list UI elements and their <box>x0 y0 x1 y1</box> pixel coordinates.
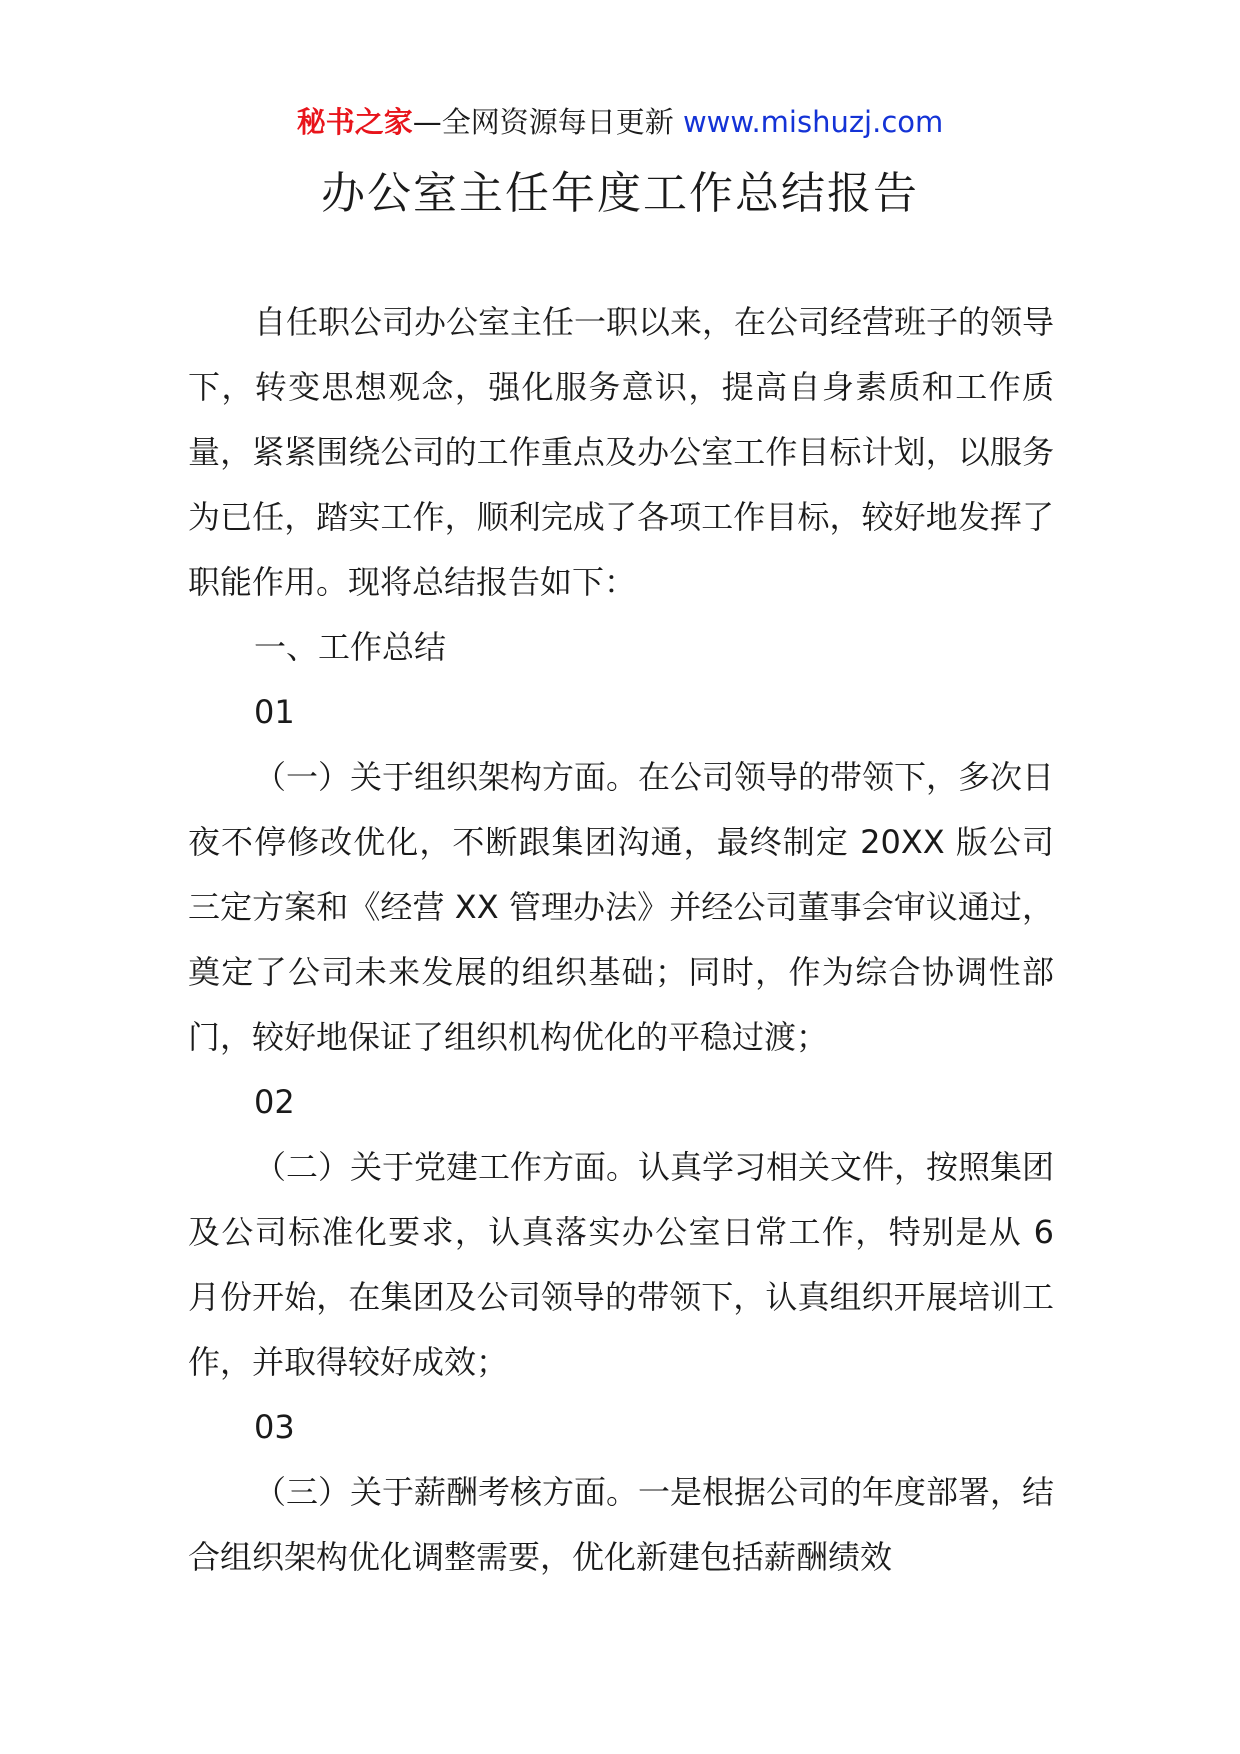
intro-paragraph: 自任职公司办公室主任一职以来，在公司经营班子的领导下，转变思想观念，强化服务意识，提高自身素质和工作质量，紧紧围绕公司的工作重点及办公室工作目标计划，以服务为已任，踏实工作，顺利完成了各项工作目标，较好地发挥了职能作用。现将总结报告如下： <box>188 303 1055 601</box>
document-body <box>188 290 1054 1590</box>
header-tagline: —全网资源每日更新 <box>412 105 674 139</box>
item-number: 02 <box>254 1083 295 1121</box>
item-paragraph: （三）关于薪酬考核方面。一是根据公司的年度部署，结合组织架构优化调整需要，优化新建包括薪酬绩效 <box>188 1473 1055 1576</box>
item-paragraph: （一）关于组织架构方面。在公司领导的带领下，多次日夜不停修改优化，不断跟集团沟通，最终制定 20XX 版公司三定方案和《经营 XX 管理办法》并经公司董事会审议通过，奠定了公司未来发展的组织基础；同时，作为综合协调性部门，较好地保证了组织机构优化的平稳过渡； <box>188 758 1055 1056</box>
item-number: 01 <box>254 693 295 731</box>
brand-name: 秘书之家 <box>296 105 413 139</box>
item-paragraph: （二）关于党建工作方面。认真学习相关文件，按照集团及公司标准化要求，认真落实办公室日常工作，特别是从 6 月份开始，在集团及公司领导的带领下，认真组织开展培训工作，并取得较好成效； <box>188 1148 1055 1381</box>
site-header <box>0 100 1240 144</box>
document-title: 办公室主任年度工作总结报告 <box>321 168 919 219</box>
site-url-link[interactable]: www.mishuzj.com <box>682 105 944 139</box>
item-number: 03 <box>254 1408 295 1446</box>
section-heading: 一、工作总结 <box>254 628 447 666</box>
